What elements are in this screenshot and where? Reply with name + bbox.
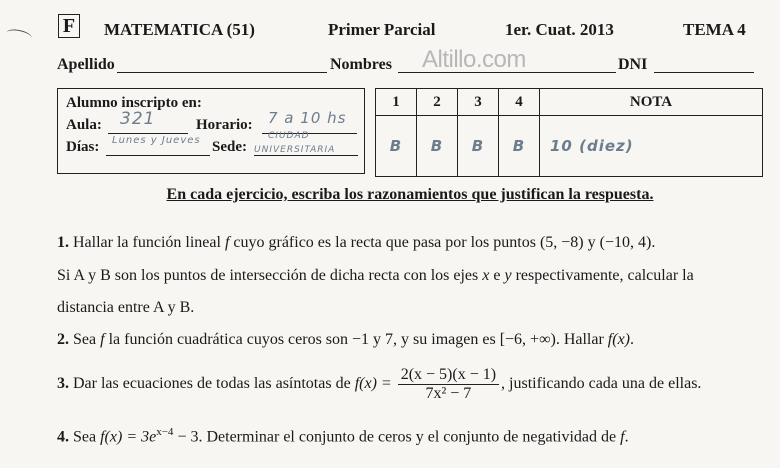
exercise-3-fx: f(x) = (354, 375, 392, 393)
exercise-4-exponent: x−4 (156, 426, 174, 438)
id-label: DNI (618, 56, 648, 73)
exercise-1-line2-a: Si A y B son los puntos de intersección de dicha recta con los ejes (57, 267, 479, 284)
exercise-1-line-3: distancia entre A y B. (57, 299, 195, 316)
exercise-2-text-c: . Hallar (555, 331, 604, 348)
exercise-1-number: 1. (57, 234, 69, 251)
exercise-1-conj: e (493, 267, 501, 284)
room-label: Aula: (66, 117, 102, 133)
exercise-1-f: f (224, 234, 230, 251)
grade-header-2: 2 (417, 89, 458, 116)
grade-value-4: B (499, 116, 540, 177)
exercise-3-fraction (398, 366, 499, 403)
grade-header-4: 4 (499, 89, 540, 116)
exam-title: Primer Parcial (328, 20, 436, 39)
exercise-1-line2-b: respectivamente, calcular la (515, 267, 694, 284)
days-label: Días: (66, 139, 100, 155)
exercise-3-text-a: Dar las ecuaciones de todas las asíntotas de (73, 375, 351, 393)
exercise-2-fx: f(x) (607, 331, 630, 348)
id-field[interactable] (654, 58, 754, 73)
exercise-3 (57, 366, 701, 403)
exercise-2-number: 2. (57, 331, 69, 348)
grade-table (375, 88, 763, 177)
grade-header-3: 3 (458, 89, 499, 116)
term-label: 1er. Cuat. 2013 (505, 20, 614, 39)
schedule-value: 7 a 10 hs (268, 109, 347, 127)
days-value: Lunes y Jueves (112, 135, 201, 146)
grade-value-row (376, 116, 763, 177)
exercise-2-text-b: la función cuadrática cuyos ceros son −1 y 7, y su imagen es (108, 331, 496, 348)
exercise-1-end: . (651, 234, 656, 251)
exercise-4-fx: f(x) = 3e (100, 428, 157, 446)
grade-header-total: NOTA (540, 89, 763, 116)
surname-field[interactable] (117, 58, 327, 73)
site-value-line2: UNIVERSITARIA (254, 145, 336, 155)
exercise-4-number: 4. (57, 428, 69, 446)
exercise-4-text-a: Sea (73, 428, 97, 446)
exercise-1-point-1: (5, −8) (539, 234, 584, 251)
exercise-1-text-b: cuyo gráfico es la recta que pasa por los puntos (233, 234, 536, 251)
exercise-2-f: f (100, 331, 105, 348)
site-label: Sede: (212, 139, 247, 155)
exercise-2-end: . (630, 331, 634, 348)
site-value-line1: CIUDAD (268, 131, 310, 141)
exercise-2 (57, 331, 634, 349)
pen-mark (5, 27, 33, 43)
exercise-3-number: 3. (57, 375, 69, 393)
subject-title: MATEMATICA (51) (104, 20, 255, 39)
grade-header-row (376, 89, 763, 116)
room-value: 321 (120, 109, 156, 129)
exercise-1-x: x (482, 267, 490, 284)
exercise-2-text-a: Sea (73, 331, 97, 348)
surname-label: Apellido (57, 56, 115, 73)
exercise-1-line-1 (57, 234, 655, 252)
exercise-1-y: y (504, 267, 512, 284)
grade-value-1: B (376, 116, 417, 177)
grade-value-3: B (458, 116, 499, 177)
watermark: Altillo.com (422, 46, 526, 73)
exercise-1-and: y (587, 234, 596, 251)
schedule-label: Horario: (196, 117, 253, 133)
exercise-4-text-b: . Determinar el conjunto de ceros y el conjunto de negatividad de (198, 428, 617, 446)
enrollment-box (57, 88, 365, 174)
theme-letter-box: F (58, 14, 80, 38)
grade-value-2: B (417, 116, 458, 177)
grade-value-total: 10 (diez) (540, 116, 763, 177)
exercise-1-line-2 (57, 267, 694, 285)
exercise-3-text-b: , justificando cada una de ellas. (501, 375, 702, 393)
grade-header-1: 1 (376, 89, 417, 116)
theme-label: TEMA 4 (683, 20, 746, 39)
exercise-4-rest: − 3 (177, 428, 199, 446)
exercise-4-end: . (624, 428, 629, 446)
exercise-1-text-a: Hallar la función lineal (73, 234, 221, 251)
exercise-3-denominator: 7x² − 7 (425, 385, 472, 402)
exercise-1-point-2: (−10, 4) (599, 234, 652, 251)
exercise-3-numerator: 2(x − 5)(x − 1) (398, 366, 499, 385)
exercise-4-f: f (620, 428, 625, 446)
enrollment-title: Alumno inscripto en: (66, 95, 202, 111)
exercise-2-interval: [−6, +∞) (499, 331, 556, 348)
instructions: En cada ejercicio, escriba los razonamientos que justifican la respuesta. (166, 186, 654, 203)
exercise-4 (57, 426, 629, 446)
names-label: Nombres (330, 56, 392, 73)
